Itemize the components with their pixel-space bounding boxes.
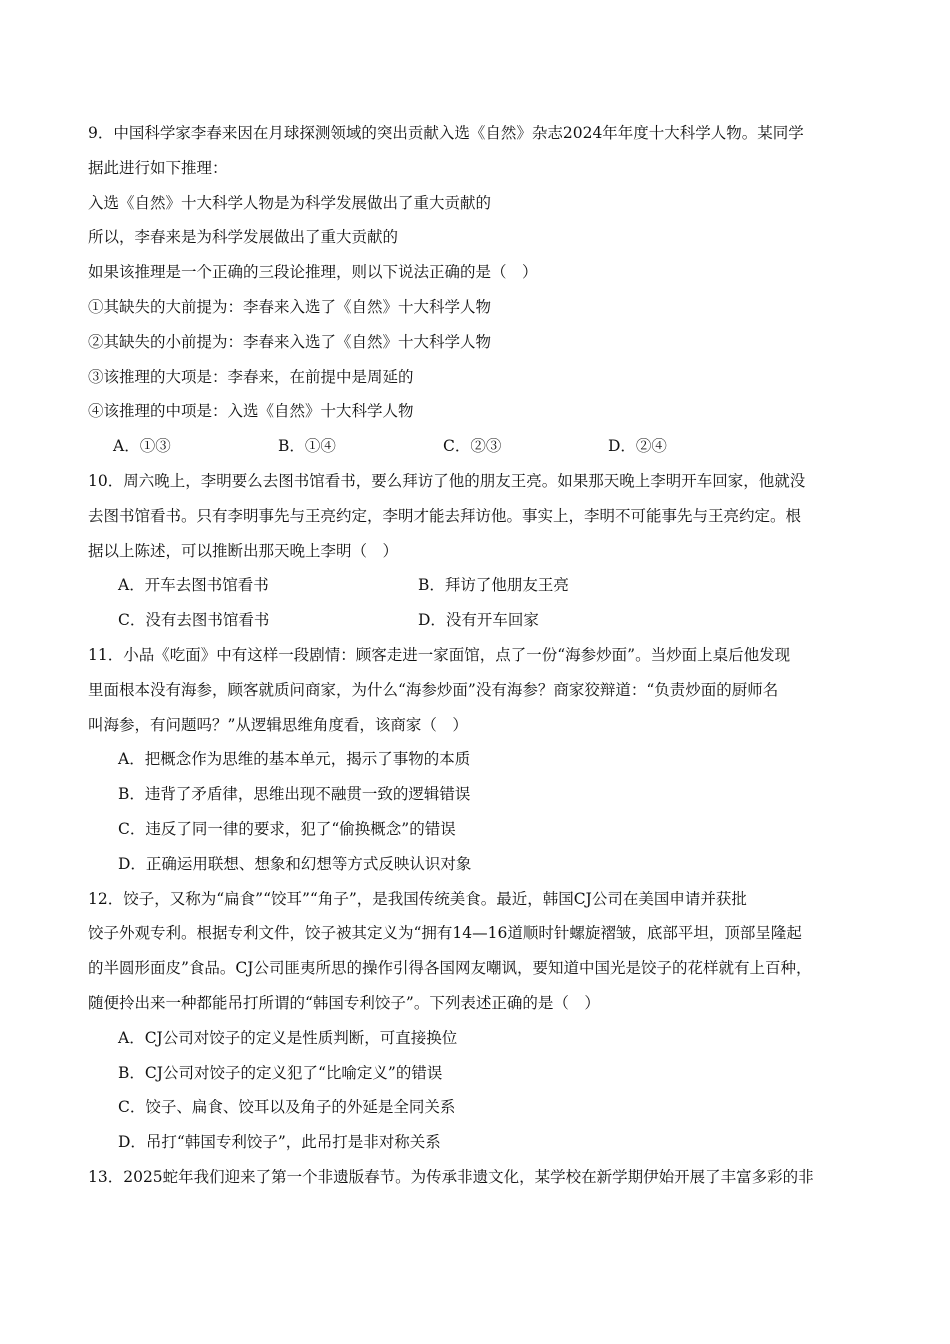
q9-options <box>88 429 868 464</box>
q9-premise: 入选《自然》十大科学人物是为科学发展做出了重大贡献的 <box>88 193 492 212</box>
q10-option-b: B．拜访了他朋友王亮 <box>418 576 569 595</box>
question-11 <box>88 638 868 882</box>
q10-options-row-1 <box>88 568 868 603</box>
q10-option-a: A．开车去图书馆看书 <box>118 576 269 595</box>
q11-option-d: D．正确运用联想、想象和幻想等方式反映认识对象 <box>118 854 472 873</box>
q9-conclusion: 所以，李春来是为科学发展做出了重大贡献的 <box>88 228 399 247</box>
q10-options-row-2 <box>88 603 868 638</box>
question-9 <box>88 116 868 464</box>
q9-statement-1: ①其缺失的大前提为：李春来入选了《自然》十大科学人物 <box>88 297 492 316</box>
question-list <box>88 116 868 1195</box>
q10-stem-line-3: 据以上陈述，可以推断出那天晚上李明（ ） <box>88 541 399 560</box>
q9-statement-4: ④该推理的中项是：入选《自然》十大科学人物 <box>88 402 414 421</box>
question-12 <box>88 882 868 1160</box>
q12-stem-line-3: 的半圆形面皮”食品。CJ公司匪夷所思的操作引得各国网友嘲讽，要知道中国光是饺子的花样就有上百种， <box>88 959 812 978</box>
q9-question: 如果该推理是一个正确的三段论推理，则以下说法正确的是（ ） <box>88 263 538 282</box>
q11-stem-line-2: 里面根本没有海参，顾客就质问商家，为什么“海参炒面”没有海参？商家狡辩道：“负责炒面的厨师名 <box>88 680 779 699</box>
q12-option-c: C．饺子、扁食、饺耳以及角子的外延是全同关系 <box>118 1098 456 1117</box>
q10-stem-line-1: 10．周六晚上，李明要么去图书馆看书，要么拜访了他的朋友王亮。如果那天晚上李明开车回家，他就没 <box>88 471 806 490</box>
q9-option-a: A．①③ <box>113 437 171 456</box>
q12-stem-line-4: 随便拎出来一种都能吊打所谓的“韩国专利饺子”。下列表述正确的是（ ） <box>88 993 600 1012</box>
q13-stem-line-1: 13．2025蛇年我们迎来了第一个非遗版春节。为传承非遗文化，某学校在新学期伊始开展了丰富多彩的非 <box>88 1167 814 1186</box>
q11-stem-line-1: 11．小品《吃面》中有这样一段剧情：顾客走进一家面馆，点了一份“海参炒面”。当炒面上桌后他发现 <box>88 645 791 664</box>
q9-stem-line-2: 据此进行如下推理： <box>88 158 228 177</box>
q11-option-a: A．把概念作为思维的基本单元，揭示了事物的本质 <box>118 750 471 769</box>
q11-stem-line-3: 叫海参，有问题吗？”从逻辑思维角度看，该商家（ ） <box>88 715 468 734</box>
q9-option-b: B．①④ <box>278 437 336 456</box>
q9-statement-2: ②其缺失的小前提为：李春来入选了《自然》十大科学人物 <box>88 332 492 351</box>
q10-stem-line-2: 去图书馆看书。只有李明事先与王亮约定，李明才能去拜访他。事实上，李明不可能事先与王亮约定。根 <box>88 506 802 525</box>
question-10 <box>88 464 868 638</box>
q11-option-b: B．违背了矛盾律，思维出现不融贯一致的逻辑错误 <box>118 785 471 804</box>
q12-option-b: B．CJ公司对饺子的定义犯了“比喻定义”的错误 <box>118 1063 443 1082</box>
q12-stem-line-2: 饺子外观专利。根据专利文件，饺子被其定义为“拥有14—16道顺时针螺旋褶皱，底部平坦，顶部呈隆起 <box>88 924 802 943</box>
q10-option-c: C．没有去图书馆看书 <box>118 611 270 630</box>
q12-option-a: A．CJ公司对饺子的定义是性质判断，可直接换位 <box>118 1028 458 1047</box>
q9-option-d: D．②④ <box>608 437 667 456</box>
q10-option-d: D．没有开车回家 <box>418 611 539 630</box>
q9-option-c: C．②③ <box>443 437 502 456</box>
question-13 <box>88 1160 868 1195</box>
q11-option-c: C．违反了同一律的要求，犯了“偷换概念”的错误 <box>118 819 456 838</box>
q9-stem-line-1: 9．中国科学家李春来因在月球探测领域的突出贡献入选《自然》杂志2024年年度十大科学人物。某同学 <box>88 124 804 142</box>
q12-stem-line-1: 12．饺子，又称为“扁食”“饺耳”“角子”，是我国传统美食。最近，韩国CJ公司在美国申请并获批 <box>88 889 747 908</box>
q12-option-d: D．吊打“韩国专利饺子”，此吊打是非对称关系 <box>118 1133 441 1152</box>
q9-statement-3: ③该推理的大项是：李春来，在前提中是周延的 <box>88 367 414 386</box>
